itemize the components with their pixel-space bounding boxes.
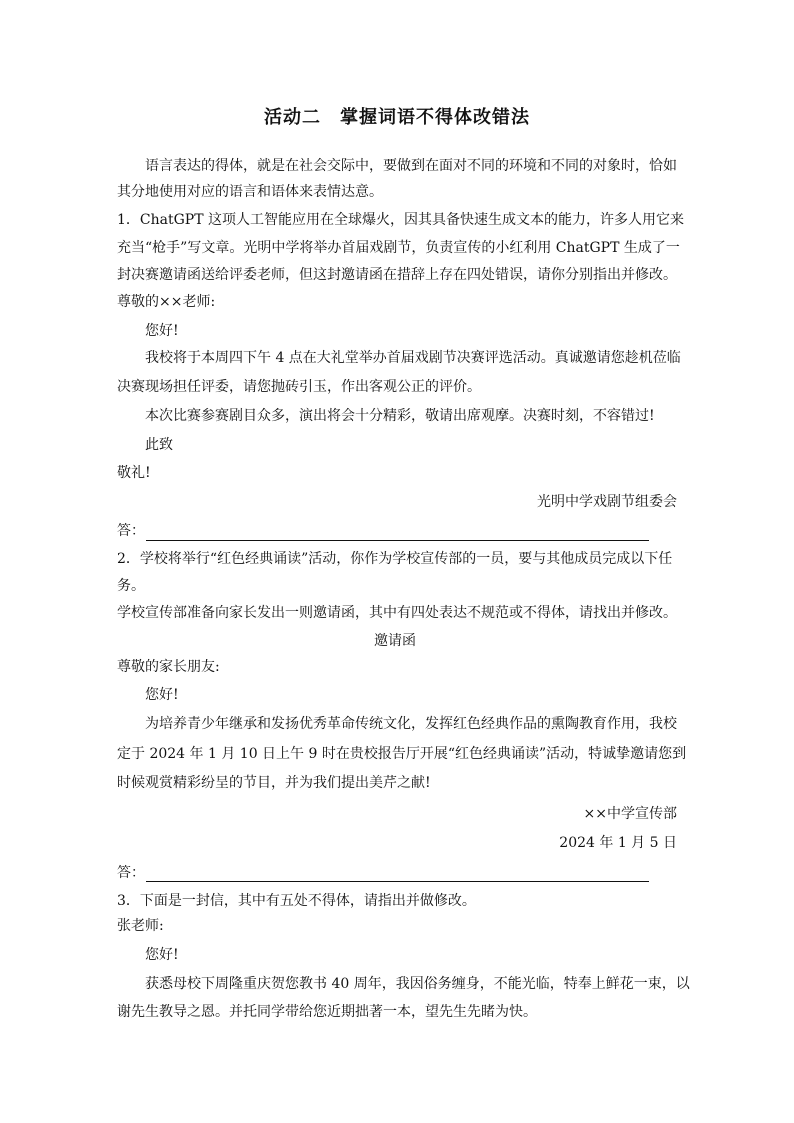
q2-letter-greeting: 您好! [145, 687, 179, 703]
q1-answer-label: 答： [117, 523, 145, 539]
q1-letter-closing-2: 敬礼! [117, 465, 151, 481]
q2-answer-label: 答： [117, 865, 145, 881]
q1-letter-body-3: 本次比赛参赛剧目众多，演出将会十分精彩，敬请出席观摩。决赛时刻，不容错过! [145, 408, 655, 424]
q3-line-1: 3．下面是一封信，其中有五处不得体，请指出并做修改。 [117, 893, 476, 909]
q2-letter-body-3: 时候观赏精彩纷呈的节目，并为我们提出美芹之献! [117, 775, 431, 791]
q2-line-2: 务。 [117, 578, 145, 594]
q3-letter-salutation: 张老师: [117, 918, 164, 934]
q2-letter-body-1: 为培养青少年继承和发扬优秀革命传统文化，发挥红色经典作品的熏陶教育作用，我校 [145, 716, 677, 732]
intro-line-1: 语言表达的得体，就是在社会交际中，要做到在面对不同的环境和不同的对象时，恰如 [145, 158, 677, 174]
q2-line-1: 2．学校将举行“红色经典诵读”活动，你作为学校宣传部的一员，要与其他成员完成以下任 [117, 551, 673, 567]
q1-letter-greeting: 您好! [145, 323, 179, 339]
q2-letter-heading: 邀请函 [374, 633, 416, 649]
q1-letter-body-2: 决赛现场担任评委，请您抛砖引玉，作出客观公正的评价。 [117, 379, 481, 395]
q1-letter-body-1: 我校将于本周四下午 4 点在大礼堂举办首届戏剧节决赛评选活动。真诚邀请您趁机莅临 [145, 350, 681, 366]
q2-letter-body-2: 定于 2024 年 1 月 10 日上午 9 时在贵校报告厅开展“红色经典诵读”活动，特诚挚邀请您到 [117, 746, 687, 762]
q2-answer-line[interactable] [146, 881, 649, 882]
q2-letter-signature: ××中学宣传部 [583, 806, 677, 822]
q1-letter-signature: 光明中学戏剧节组委会 [537, 494, 677, 510]
intro-line-2: 其分地使用对应的语言和语体来表情达意。 [117, 184, 383, 200]
page-title: 活动二 掌握词语不得体改错法 [264, 107, 530, 128]
q1-answer-line[interactable] [146, 540, 649, 541]
q1-line-1: 1．ChatGPT 这项人工智能应用在全球爆火，因其具备快速生成文本的能力，许多人用它来 [117, 212, 684, 228]
q1-line-3: 封决赛邀请函送给评委老师，但这封邀请函在措辞上存在四处错误，请你分别指出并修改。 [117, 267, 677, 283]
q3-letter-body-1: 获悉母校下周隆重庆贺您教书 40 周年，我因俗务缠身，不能光临，特奉上鲜花一束，以 [145, 976, 690, 992]
q3-letter-body-2: 谢先生教导之恩。并托同学带给您近期拙著一本，望先生先睹为快。 [117, 1004, 537, 1020]
q1-letter-salutation: 尊敬的××老师: [117, 294, 216, 310]
q2-letter-salutation: 尊敬的家长朋友: [117, 659, 220, 675]
q3-letter-greeting: 您好! [145, 947, 179, 963]
q2-line-3: 学校宣传部准备向家长发出一则邀请函，其中有四处表达不规范或不得体，请找出并修改。 [117, 605, 677, 621]
q1-letter-closing-1: 此致 [145, 437, 173, 453]
q1-line-2: 充当“枪手”写文章。光明中学将举办首届戏剧节，负责宣传的小红利用 ChatGPT 生成了一 [117, 240, 680, 256]
q2-letter-date: 2024 年 1 月 5 日 [559, 835, 677, 851]
